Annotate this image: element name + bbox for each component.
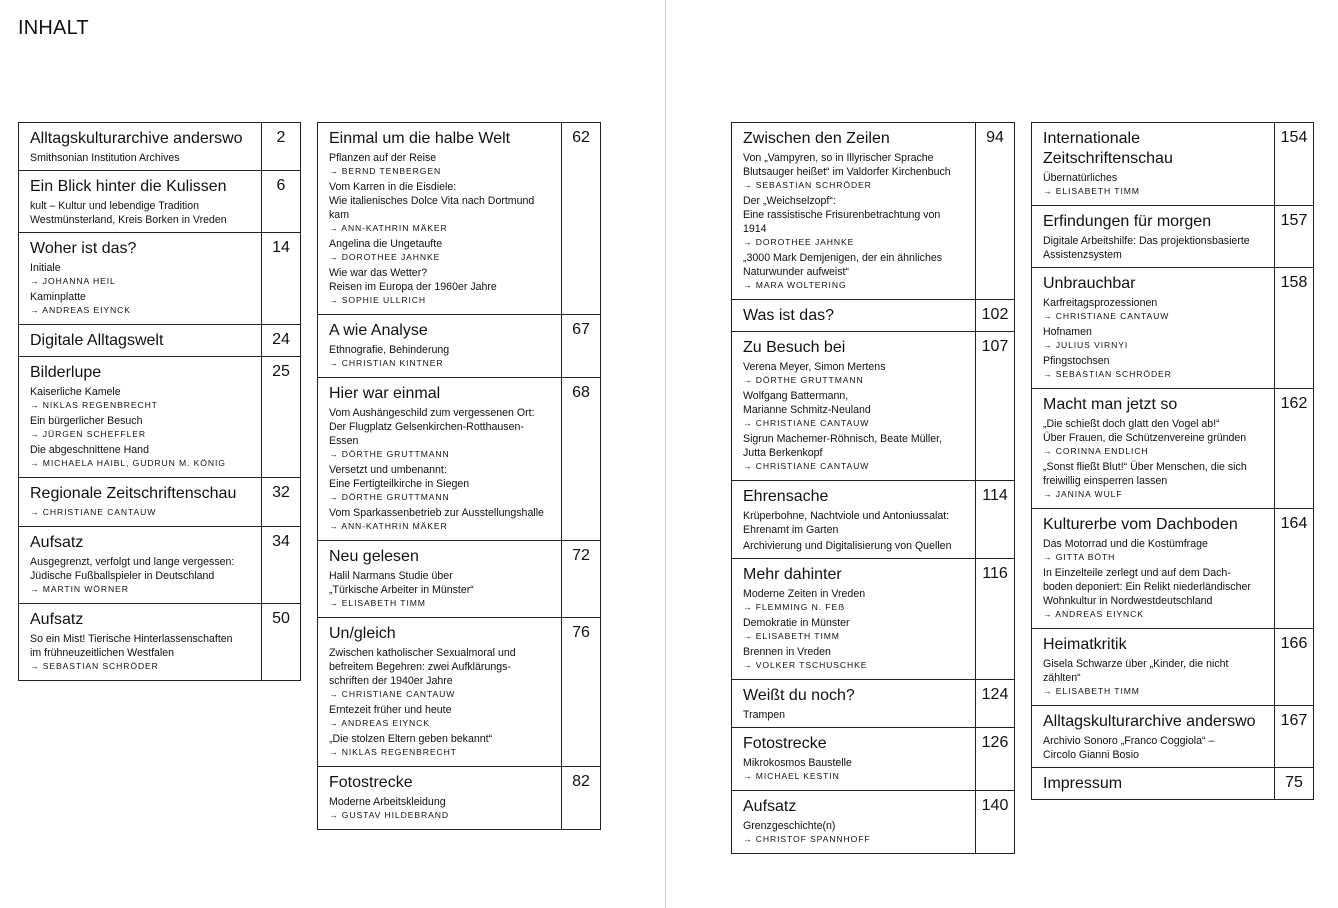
toc-item-author: → SEBASTIAN SCHRÖDER xyxy=(1043,369,1172,379)
toc-page-number: 166 xyxy=(1274,629,1313,705)
toc-item-author: → CHRISTOF SPANNHOFF xyxy=(743,834,871,844)
toc-entry-body xyxy=(732,559,975,679)
toc-entry-body xyxy=(19,171,261,232)
toc-item-text: „Sonst fließt Blut!“ Über Menschen, die sich xyxy=(1043,461,1247,473)
toc-entry-body xyxy=(732,300,975,331)
toc-entry xyxy=(317,766,601,830)
toc-entry-item xyxy=(1043,460,1264,501)
toc-item-text: Übernatürliches xyxy=(1043,172,1118,184)
toc-item-author: → ANDREAS EIYNCK xyxy=(1043,609,1144,619)
toc-entry-item xyxy=(30,632,251,673)
toc-item-text: Ethnografie, Behinderung xyxy=(329,344,450,356)
toc-item-author: → SOPHIE ULLRICH xyxy=(329,295,427,305)
toc-entry xyxy=(731,480,1015,559)
toc-item-author: → DOROTHEE JAHNKE xyxy=(743,237,855,247)
toc-column-1 xyxy=(18,122,301,681)
toc-item-author: → CHRISTIANE CANTAUW xyxy=(743,461,870,471)
toc-entry xyxy=(18,356,301,478)
toc-item-text: Angelina die Ungetaufte xyxy=(329,238,443,250)
toc-entry-item xyxy=(329,703,551,730)
toc-entry-title: Impressum xyxy=(1043,775,1123,792)
toc-entry-item xyxy=(329,406,551,461)
toc-entry-title: Erfindungen für morgen xyxy=(1043,213,1212,230)
toc-item-author: → VOLKER TSCHUSCHKE xyxy=(743,660,868,670)
toc-entry-body xyxy=(19,478,261,526)
toc-entry-item xyxy=(1043,566,1264,621)
toc-entry xyxy=(317,122,601,315)
toc-page-number: 124 xyxy=(975,680,1014,727)
toc-item-text: Trampen xyxy=(743,709,785,721)
toc-entry-body xyxy=(1032,123,1274,205)
toc-page-number: 126 xyxy=(975,728,1014,790)
toc-entry-item xyxy=(329,237,551,264)
toc-entry xyxy=(731,679,1015,728)
toc-item-text: freiwillig einsperren lassen xyxy=(1043,475,1168,487)
toc-entry xyxy=(18,603,301,681)
toc-page-number: 162 xyxy=(1274,389,1313,508)
toc-entry-title: Ehrensache xyxy=(743,488,829,505)
toc-item-text: Reisen im Europa der 1960er Jahre xyxy=(329,281,497,293)
toc-entry xyxy=(1031,705,1314,768)
toc-entry-item xyxy=(1043,354,1264,381)
toc-entry-title: A wie Analyse xyxy=(329,322,428,339)
toc-item-text: Mikrokosmos Baustelle xyxy=(743,757,852,769)
toc-item-author: → NIKLAS REGENBRECHT xyxy=(30,400,158,410)
toc-item-text: „Türkische Arbeiter in Münster“ xyxy=(329,584,474,596)
toc-page-number: 68 xyxy=(561,378,600,540)
toc-item-text: Wie italienisches Dolce Vita nach Dortmund kam xyxy=(329,195,535,221)
toc-item-text: Wie war das Wetter? xyxy=(329,267,428,279)
toc-page-number: 140 xyxy=(975,791,1014,853)
toc-page-number: 116 xyxy=(975,559,1014,679)
toc-entry-title: Hier war einmal xyxy=(329,385,441,402)
toc-entry-title: Aufsatz xyxy=(743,798,797,815)
toc-column-3 xyxy=(731,122,1015,854)
toc-page-number: 50 xyxy=(261,604,300,680)
toc-entry-body xyxy=(732,680,975,727)
toc-entry-title: Macht man jetzt so xyxy=(1043,396,1178,413)
toc-entry-item xyxy=(743,587,965,614)
toc-item-text: Smithsonian Institution Archives xyxy=(30,152,180,164)
toc-item-text: In Einzelteile zerlegt und auf dem Dach- xyxy=(1043,567,1231,579)
toc-entry-title: Digitale Alltagswelt xyxy=(30,332,164,349)
toc-entry-title: Einmal um die halbe Welt xyxy=(329,130,511,147)
toc-item-author: → CHRISTIAN KINTNER xyxy=(329,358,444,368)
toc-entry-item xyxy=(1043,417,1264,458)
toc-entry xyxy=(18,477,301,527)
toc-item-text: Eine rassistische Frisurenbetrachtung von 1914 xyxy=(743,209,941,235)
toc-item-text: Die abgeschnittene Hand xyxy=(30,444,149,456)
toc-entry-item xyxy=(329,343,551,370)
toc-item-text: Initiale xyxy=(30,262,61,274)
toc-item-text: Archivierung und Digitalisierung von Quellen xyxy=(743,540,952,552)
toc-item-text: Wolfgang Battermann, xyxy=(743,390,849,402)
toc-entry xyxy=(1031,122,1314,206)
toc-entry-item xyxy=(329,180,551,235)
toc-page-number: 76 xyxy=(561,618,600,766)
toc-entry-item xyxy=(1043,234,1264,262)
toc-entry xyxy=(18,526,301,604)
toc-entry-body xyxy=(318,767,561,829)
toc-entry-item xyxy=(30,261,251,288)
toc-page-number: 158 xyxy=(1274,268,1313,388)
toc-item-text: Jutta Berkenkopf xyxy=(743,447,823,459)
toc-entry xyxy=(18,324,301,357)
toc-page-number: 107 xyxy=(975,332,1014,480)
toc-page-number: 82 xyxy=(561,767,600,829)
toc-entry-item xyxy=(329,266,551,307)
toc-entry-item xyxy=(1043,171,1264,198)
toc-item-text: kult – Kultur und lebendige Tradition xyxy=(30,200,200,212)
toc-entry-body xyxy=(318,315,561,377)
toc-item-text: Eine Fertigteilkirche in Siegen xyxy=(329,478,470,490)
toc-column-2 xyxy=(317,122,601,830)
toc-item-author: → JANINA WULF xyxy=(1043,489,1123,499)
toc-entry-body xyxy=(1032,389,1274,508)
toc-entry-item xyxy=(743,616,965,643)
toc-entry-title: Heimatkritik xyxy=(1043,636,1127,653)
toc-entry-body xyxy=(318,378,561,540)
toc-item-text: Blutsauger heißet“ im Valdorfer Kirchenbuch xyxy=(743,166,951,178)
toc-item-author: → ANN-KATHRIN MÄKER xyxy=(329,223,448,233)
toc-item-text: Ausgegrenzt, verfolgt und lange vergessen: xyxy=(30,556,235,568)
toc-item-author: → CHRISTIANE CANTAUW xyxy=(1043,311,1170,321)
toc-entry-item xyxy=(1043,537,1264,564)
toc-entry xyxy=(317,314,601,378)
toc-item-author: → DÖRTHE GRUTTMANN xyxy=(329,492,450,502)
toc-entry-body xyxy=(19,357,261,477)
toc-entry-body xyxy=(1032,629,1274,705)
toc-entry xyxy=(317,617,601,767)
toc-entry-body xyxy=(732,728,975,790)
toc-entry-item xyxy=(329,151,551,178)
toc-item-text: Halil Narmans Studie über xyxy=(329,570,453,582)
toc-item-author: → CORINNA ENDLICH xyxy=(1043,446,1149,456)
toc-item-text: „Die schießt doch glatt den Vogel ab!“ xyxy=(1043,418,1220,430)
toc-item-author: → SEBASTIAN SCHRÖDER xyxy=(30,661,159,671)
toc-item-author: → CHRISTIANE CANTAUW xyxy=(329,689,456,699)
toc-entry xyxy=(731,331,1015,481)
toc-page-number: 164 xyxy=(1274,509,1313,628)
toc-entry-title: Bilderlupe xyxy=(30,364,102,381)
page-spine xyxy=(665,0,666,908)
toc-item-text: Kaiserliche Kamele xyxy=(30,386,121,398)
toc-entry-body xyxy=(318,123,561,314)
toc-item-text: Brennen in Vreden xyxy=(743,646,831,658)
toc-entry-item xyxy=(743,539,965,553)
toc-item-text: Erntezeit früher und heute xyxy=(329,704,452,716)
toc-item-text: Karfreitagsprozessionen xyxy=(1043,297,1158,309)
toc-page-number: 67 xyxy=(561,315,600,377)
toc-entry-title: Aufsatz xyxy=(30,611,84,628)
toc-item-author: → CHRISTIANE CANTAUW xyxy=(743,418,870,428)
toc-item-text: Krüperbohne, Nachtviole und Antoniussalat: xyxy=(743,510,950,522)
toc-item-text: Naturwunder aufweist“ xyxy=(743,266,849,278)
toc-entry-item xyxy=(743,708,965,722)
toc-item-text: „Die stolzen Eltern geben bekannt“ xyxy=(329,733,493,745)
toc-entry-body xyxy=(732,332,975,480)
toc-entry-item xyxy=(30,443,251,470)
toc-entry xyxy=(731,790,1015,854)
toc-page-number: 167 xyxy=(1274,706,1313,767)
toc-page-number: 6 xyxy=(261,171,300,232)
toc-item-author: → MICHAELA HAIBL, GUDRUN M. KÖNIG xyxy=(30,458,226,468)
toc-entry-item xyxy=(743,645,965,672)
toc-entry-title: Unbrauchbar xyxy=(1043,275,1136,292)
toc-entry-title: Fotostrecke xyxy=(743,735,827,752)
toc-entry-body xyxy=(1032,268,1274,388)
toc-item-author: → ELISABETH TIMM xyxy=(329,598,426,608)
toc-entry xyxy=(1031,508,1314,629)
toc-item-author: → ANDREAS EIYNCK xyxy=(329,718,430,728)
toc-entry-body xyxy=(1032,706,1274,767)
toc-item-text: Archivio Sonoro „Franco Coggiola“ – xyxy=(1043,735,1215,747)
toc-item-text: Circolo Gianni Bosio xyxy=(1043,749,1139,761)
toc-entry-item xyxy=(30,414,251,441)
toc-item-author: → MARTIN WÖRNER xyxy=(30,584,129,594)
toc-entry xyxy=(731,558,1015,680)
toc-entry-item xyxy=(1043,657,1264,698)
toc-item-text: schriften der 1940er Jahre xyxy=(329,675,453,687)
toc-item-author: → ELISABETH TIMM xyxy=(743,631,840,641)
toc-entry xyxy=(18,122,301,171)
toc-item-author: → CHRISTIANE CANTAUW xyxy=(30,507,157,517)
toc-entry-item xyxy=(743,194,965,249)
toc-item-text: Ehrenamt im Garten xyxy=(743,524,839,536)
toc-item-text: Gisela Schwarze über „Kinder, die nicht zählten“ xyxy=(1043,658,1229,684)
toc-entry-item xyxy=(743,251,965,292)
toc-item-text: Westmünsterland, Kreis Borken in Vreden xyxy=(30,214,227,226)
toc-item-text: „3000 Mark Demjenigen, der ein ähnliches xyxy=(743,252,943,264)
toc-page-number: 114 xyxy=(975,481,1014,558)
toc-entry-title: Weißt du noch? xyxy=(743,687,855,704)
toc-item-author: → ELISABETH TIMM xyxy=(1043,686,1140,696)
toc-entry xyxy=(1031,205,1314,268)
toc-item-text: Marianne Schmitz-Neuland xyxy=(743,404,871,416)
toc-item-text: Assistenzsystem xyxy=(1043,249,1122,261)
toc-item-author: → ELISABETH TIMM xyxy=(1043,186,1140,196)
toc-entry-body xyxy=(318,541,561,617)
toc-entry-body xyxy=(1032,206,1274,267)
toc-item-author: → GITTA BÖTH xyxy=(1043,552,1116,562)
toc-entry-body xyxy=(19,604,261,680)
toc-entry-title: Ein Blick hinter die Kulissen xyxy=(30,178,227,195)
toc-item-text: Verena Meyer, Simon Mertens xyxy=(743,361,886,373)
toc-item-author: → MICHAEL KESTIN xyxy=(743,771,840,781)
toc-entry-item xyxy=(329,732,551,759)
toc-item-text: Vom Karren in die Eisdiele: xyxy=(329,181,457,193)
toc-item-text: Moderne Arbeitskleidung xyxy=(329,796,446,808)
toc-entry xyxy=(731,727,1015,791)
toc-entry-title: Internationale Zeitschriftenschau xyxy=(1043,130,1173,167)
toc-entry-title: Zwischen den Zeilen xyxy=(743,130,890,147)
toc-entry-item xyxy=(30,290,251,317)
toc-item-author: → DOROTHEE JAHNKE xyxy=(329,252,441,262)
toc-item-text: Digitale Arbeitshilfe: Das projektionsbasierte xyxy=(1043,235,1250,247)
toc-item-text: Von „Vampyren, so in Illyrischer Sprache xyxy=(743,152,934,164)
toc-entry-title: Woher ist das? xyxy=(30,240,137,257)
toc-page-number: 94 xyxy=(975,123,1014,299)
toc-item-text: Pflanzen auf der Reise xyxy=(329,152,437,164)
toc-item-author: → ANN-KATHRIN MÄKER xyxy=(329,521,448,531)
toc-page-number: 157 xyxy=(1274,206,1313,267)
toc-entry-title: Fotostrecke xyxy=(329,774,413,791)
toc-entry-body xyxy=(318,618,561,766)
toc-entry xyxy=(18,232,301,325)
toc-entry-title: Regionale Zeitschriftenschau xyxy=(30,485,237,502)
toc-entry xyxy=(1031,388,1314,509)
toc-item-author: → ANDREAS EIYNCK xyxy=(30,305,131,315)
toc-item-author: → BERND TENBERGEN xyxy=(329,166,442,176)
toc-item-text: Hofnamen xyxy=(1043,326,1092,338)
toc-entry-item xyxy=(743,432,965,473)
toc-entry-title: Neu gelesen xyxy=(329,548,419,565)
toc-entry-item xyxy=(743,756,965,783)
toc-entry-title: Was ist das? xyxy=(743,307,834,324)
toc-entry-item xyxy=(329,646,551,701)
toc-item-author: → MARA WOLTERING xyxy=(743,280,847,290)
toc-item-text: Ein bürgerlicher Besuch xyxy=(30,415,143,427)
toc-entry-body xyxy=(19,233,261,324)
toc-entry-item xyxy=(743,509,965,537)
toc-item-author: → NIKLAS REGENBRECHT xyxy=(329,747,457,757)
toc-entry-item xyxy=(1043,734,1264,762)
toc-entry xyxy=(1031,767,1314,800)
toc-column-4 xyxy=(1031,122,1314,800)
toc-item-text: im frühneuzeitlichen Westfalen xyxy=(30,647,175,659)
toc-entry-item xyxy=(30,199,251,227)
toc-page-number: 14 xyxy=(261,233,300,324)
toc-item-author: → JULIUS VIRNYI xyxy=(1043,340,1129,350)
toc-item-text: boden deponiert: Ein Relikt niederländischer xyxy=(1043,581,1251,593)
toc-item-text: So ein Mist! Tierische Hinterlassenschaften xyxy=(30,633,233,645)
toc-item-text: Das Motorrad und die Kostümfrage xyxy=(1043,538,1208,550)
toc-item-author: → FLEMMING N. FEẞ xyxy=(743,602,846,612)
toc-page-number: 24 xyxy=(261,325,300,356)
toc-item-text: Der „Weichselzopf“: xyxy=(743,195,836,207)
toc-entry-body xyxy=(732,481,975,558)
toc-page-number: 62 xyxy=(561,123,600,314)
toc-entry-item xyxy=(329,506,551,533)
toc-entry-title: Mehr dahinter xyxy=(743,566,842,583)
toc-item-author: → GUSTAV HILDEBRAND xyxy=(329,810,449,820)
toc-entry-body xyxy=(1032,768,1274,799)
toc-entry-item xyxy=(30,385,251,412)
toc-entry-title: Zu Besuch bei xyxy=(743,339,846,356)
toc-entry-item xyxy=(329,463,551,504)
toc-item-text: Grenzgeschichte(n) xyxy=(743,820,836,832)
toc-item-author: → SEBASTIAN SCHRÖDER xyxy=(743,180,872,190)
toc-page-number: 2 xyxy=(261,123,300,170)
toc-entry-body xyxy=(1032,509,1274,628)
toc-entry-title: Un/gleich xyxy=(329,625,396,642)
toc-entry xyxy=(317,540,601,618)
toc-entry-item xyxy=(1043,296,1264,323)
toc-item-author: → DÖRTHE GRUTTMANN xyxy=(329,449,450,459)
toc-entry-title: Alltagskulturarchive anderswo xyxy=(30,130,243,147)
toc-entry-body xyxy=(19,325,261,356)
toc-item-text: Vom Sparkassenbetrieb zur Ausstellungshalle xyxy=(329,507,544,519)
toc-entry-body xyxy=(732,791,975,853)
toc-page-number: 75 xyxy=(1274,768,1313,799)
toc-entry xyxy=(1031,267,1314,389)
toc-item-text: Über Frauen, die Schützenvereine gründen xyxy=(1043,432,1247,444)
toc-item-author: → JÜRGEN SCHEFFLER xyxy=(30,429,146,439)
toc-item-text: Moderne Zeiten in Vreden xyxy=(743,588,866,600)
toc-entry-item xyxy=(30,555,251,596)
toc-item-text: Kaminplatte xyxy=(30,291,86,303)
toc-entry-body xyxy=(19,123,261,170)
toc-item-text: befreitem Begehren: zwei Aufklärungs- xyxy=(329,661,511,673)
toc-page-number: 72 xyxy=(561,541,600,617)
toc-entry-item xyxy=(329,795,551,822)
toc-entry xyxy=(1031,628,1314,706)
toc-item-text: Vom Aushängeschild zum vergessenen Ort: xyxy=(329,407,535,419)
toc-item-text: Wohnkultur in Nordwestdeutschland xyxy=(1043,595,1213,607)
toc-page-number: 32 xyxy=(261,478,300,526)
toc-entry-title: Alltagskulturarchive anderswo xyxy=(1043,713,1256,730)
toc-entry xyxy=(18,170,301,233)
toc-entry-body xyxy=(732,123,975,299)
toc-page-number: 34 xyxy=(261,527,300,603)
toc-page-number: 154 xyxy=(1274,123,1313,205)
toc-entry-item xyxy=(30,506,251,519)
toc-entry-item xyxy=(1043,325,1264,352)
toc-entry-title: Aufsatz xyxy=(30,534,84,551)
toc-item-text: Zwischen katholischer Sexualmoral und xyxy=(329,647,516,659)
toc-entry-item xyxy=(743,389,965,430)
toc-entry-body xyxy=(19,527,261,603)
toc-item-text: Der Flugplatz Gelsenkirchen-Rotthausen-Essen xyxy=(329,421,524,447)
toc-item-text: Demokratie in Münster xyxy=(743,617,850,629)
toc-entry-item xyxy=(743,360,965,387)
toc-item-text: Pfingstochsen xyxy=(1043,355,1110,367)
toc-entry-item xyxy=(329,569,551,610)
toc-entry xyxy=(731,299,1015,332)
toc-entry-title: Kulturerbe vom Dachboden xyxy=(1043,516,1238,533)
toc-item-author: → JOHANNA HEIL xyxy=(30,276,116,286)
toc-page-number: 102 xyxy=(975,300,1014,331)
toc-item-text: Sigrun Machemer-Röhnisch, Beate Müller, xyxy=(743,433,943,445)
toc-item-text: Jüdische Fußballspieler in Deutschland xyxy=(30,570,215,582)
toc-entry-item xyxy=(743,151,965,192)
toc-entry-item xyxy=(743,819,965,846)
toc-entry-item xyxy=(30,151,251,165)
page-heading: INHALT xyxy=(18,17,89,39)
toc-entry xyxy=(731,122,1015,300)
toc-entry xyxy=(317,377,601,541)
toc-item-text: Versetzt und umbenannt: xyxy=(329,464,447,476)
toc-item-author: → DÖRTHE GRUTTMANN xyxy=(743,375,864,385)
toc-page-number: 25 xyxy=(261,357,300,477)
